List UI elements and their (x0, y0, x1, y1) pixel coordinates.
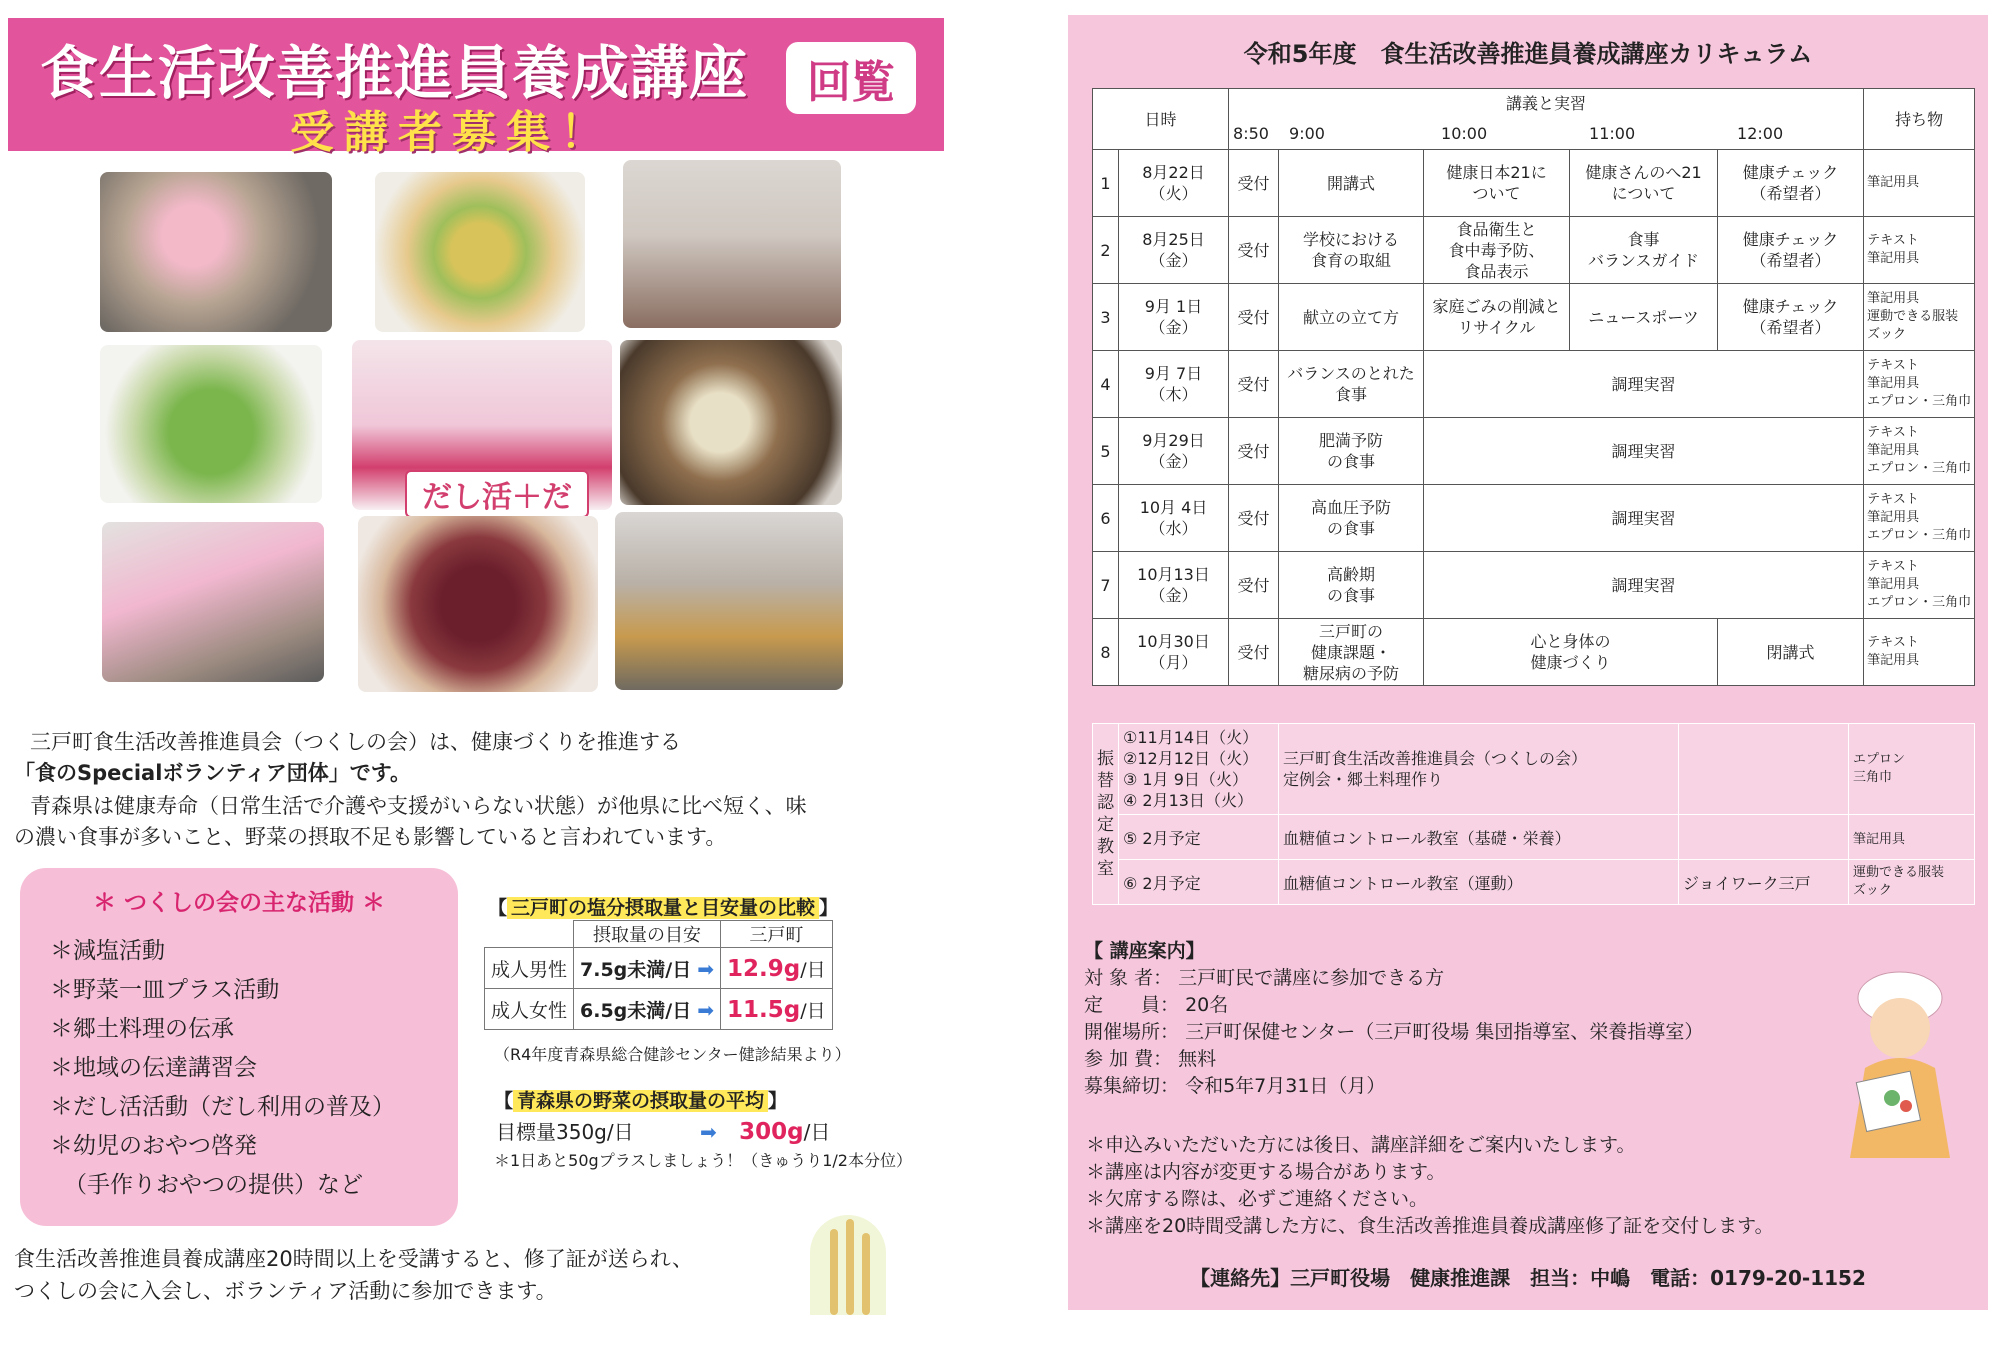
head-date: 日時 (1093, 89, 1229, 150)
unit: /日 (803, 1120, 831, 1144)
session-no: 5 (1093, 418, 1119, 485)
table-row (485, 989, 833, 1030)
info-title: 【 講座案内】 (1084, 940, 1205, 962)
session-date: 8月22日 （火） (1119, 150, 1229, 217)
head-items: 持ち物 (1864, 89, 1975, 150)
lecture: 開講式 (1279, 150, 1424, 217)
table-row (1093, 485, 1975, 552)
alt-extra (1679, 724, 1849, 815)
time-tick: 12:00 (1737, 124, 1784, 143)
row-label: 成人男性 (485, 948, 574, 989)
alt-extra: ジョイワーク三戸 (1679, 860, 1849, 905)
lecture: 高齢期 の食事 (1279, 552, 1424, 619)
info-row: 開催場所： 三戸町保健センター（三戸町役場 集団指導室、栄養指導室） (1084, 1021, 1704, 1043)
tsukushi-stem-icon (862, 1233, 870, 1315)
salt-table (484, 920, 833, 1030)
time-tick: 10:00 (1441, 124, 1488, 143)
activity-item: （手作りおやつの提供）など (64, 1172, 363, 1198)
session-no: 7 (1093, 552, 1119, 619)
session-date: 8月25日 （金） (1119, 217, 1229, 284)
items: テキスト 筆記用具 エプロン・三角巾 (1864, 418, 1975, 485)
bracket: 【 (494, 1090, 514, 1112)
alt-date: ①11月14日（火） ②12月12日（火） ③ 1月 9日（火） ④ 2月13日（火） (1119, 724, 1279, 815)
alt-items: 筆記用具 (1849, 815, 1975, 860)
time-tick: 11:00 (1589, 124, 1636, 143)
reception: 受付 (1229, 150, 1279, 217)
closing-ceremony: 閉講式 (1718, 619, 1864, 686)
town-value: 12.9g (727, 955, 801, 982)
items: テキスト 筆記用具 (1864, 619, 1975, 686)
items: 筆記用具 運動できる服装 ズック (1864, 284, 1975, 351)
reception: 受付 (1229, 351, 1279, 418)
curriculum-title: 令和5年度 食生活改善推進員養成講座カリキュラム (1243, 40, 1813, 68)
photo-dashi-banner-text: だし活＋だ (405, 470, 589, 518)
session-date: 10月13日 （金） (1119, 552, 1229, 619)
tsukushi-stem-icon (830, 1229, 838, 1315)
table-row (1093, 815, 1975, 860)
photo-cooking-practice (102, 522, 324, 682)
town-value: 11.5g (727, 996, 801, 1023)
col-town: 三戸町 (721, 921, 833, 948)
photo-cooking-class (100, 172, 332, 332)
lecture: バランスのとれた 食事 (1279, 351, 1424, 418)
lecture: 三戸町の 健康課題・ 糖尿病の予防 (1279, 619, 1424, 686)
session-date: 9月29日 （金） (1119, 418, 1229, 485)
lecture: 健康さんのへ21 について (1570, 150, 1718, 217)
banner-title: 食生活改善推進員養成講座 (40, 39, 749, 107)
reception: 受付 (1229, 552, 1279, 619)
info-row: 対 象 者： 三戸町民で講座に参加できる方 (1084, 967, 1445, 989)
note-line: ＊申込みいただいた方には後日、講座詳細をご案内いたします。 (1086, 1134, 1636, 1156)
lecture: ニュースポーツ (1570, 284, 1718, 351)
alt-desc: 血糖値コントロール教室（基礎・栄養） (1279, 815, 1679, 860)
alt-extra (1679, 815, 1849, 860)
alt-desc: 血糖値コントロール教室（運動） (1279, 860, 1679, 905)
session-no: 2 (1093, 217, 1119, 284)
table-row (485, 948, 833, 989)
cook-lady-icon (1820, 958, 1970, 1158)
unit: /日 (800, 999, 826, 1022)
info-row: 募集締切： 令和5年7月31日（月） (1084, 1075, 1386, 1097)
session-no: 4 (1093, 351, 1119, 418)
veg-title-text: 青森県の野菜の摂取量の平均 (513, 1090, 768, 1112)
activity-item: ＊郷土料理の伝承 (50, 1016, 234, 1042)
cooking-practice: 調理実習 (1424, 485, 1864, 552)
lecture: 献立の立て方 (1279, 284, 1424, 351)
guide-value: 6.5g未満/日 (580, 999, 692, 1022)
info-row: 定 員： 20名 (1084, 994, 1229, 1016)
alt-desc: 三戸町食生活改善推進員会（つくしの会） 定例会・郷土料理作り (1279, 724, 1679, 815)
session-date: 9月 7日 （木） (1119, 351, 1229, 418)
table-row (1093, 418, 1975, 485)
photo-event-booth (623, 160, 841, 328)
kairan-badge: 回覧 (786, 42, 916, 114)
footer-line-2: つくしの会に入会し、ボランティア活動に参加できます。 (14, 1279, 557, 1303)
photo-vegetable-soup (100, 345, 322, 503)
veg-target: 目標量350g/日 (496, 1120, 634, 1144)
session-no: 8 (1093, 619, 1119, 686)
col-guideline: 摂取量の目安 (574, 921, 721, 948)
activities-box (20, 868, 458, 1226)
lecture: 健康チェック （希望者） (1718, 284, 1864, 351)
lecture: 家庭ごみの削減と リサイクル (1424, 284, 1570, 351)
table-row (1093, 351, 1975, 418)
reception: 受付 (1229, 284, 1279, 351)
alt-items: 運動できる服装 ズック (1849, 860, 1975, 905)
lecture: 健康日本21に ついて (1424, 150, 1570, 217)
items: テキスト 筆記用具 エプロン・三角巾 (1864, 485, 1975, 552)
cooking-practice: 調理実習 (1424, 351, 1864, 418)
lecture: 学校における 食育の取組 (1279, 217, 1424, 284)
note-line: ＊講座は内容が変更する場合があります。 (1086, 1161, 1446, 1183)
note-line: ＊講座を20時間受講した方に、食生活改善推進員養成講座修了証を交付します。 (1086, 1215, 1774, 1237)
salt-title-text: 三戸町の塩分摂取量と目安量の比較 (507, 897, 819, 919)
bracket: 】 (768, 1090, 788, 1112)
intro-line-4: の濃い食事が多いこと、野菜の摂取不足も影響していると言われています。 (14, 825, 727, 849)
lecture: 健康チェック （希望者） (1718, 150, 1864, 217)
unit: /日 (800, 958, 826, 981)
cooking-practice: 調理実習 (1424, 552, 1864, 619)
session-no: 3 (1093, 284, 1119, 351)
veg-note: ＊1日あと50gプラスしましょう！（きゅうり1/2本分位） (494, 1151, 912, 1170)
lecture: 肥満予防 の食事 (1279, 418, 1424, 485)
activities-title: ＊ つくしの会の主な活動 ＊ (92, 890, 385, 916)
veg-actual: 300g (739, 1119, 804, 1145)
veg-row (496, 1116, 830, 1145)
tsukushi-illustration (810, 1215, 886, 1315)
reception: 受付 (1229, 619, 1279, 686)
alt-date: ⑤ 2月予定 (1119, 815, 1279, 860)
table-row (1093, 619, 1975, 686)
footer-line-1: 食生活改善推進員養成講座20時間以上を受講すると、修了証が送られ、 (14, 1247, 693, 1271)
session-date: 10月30日 （月） (1119, 619, 1229, 686)
reception: 受付 (1229, 485, 1279, 552)
salt-title (488, 893, 838, 920)
salt-source: （R4年度青森県総合健診センター健診結果より） (494, 1045, 851, 1064)
veg-title (494, 1086, 787, 1113)
alt-items: エプロン 三角巾 (1849, 724, 1975, 815)
activity-item: ＊だし活活動（だし利用の普及） (50, 1094, 395, 1120)
activity-item: ＊野菜一皿プラス活動 (50, 977, 280, 1003)
info-row: 参 加 費： 無料 (1084, 1048, 1217, 1070)
bracket: 【 (488, 897, 508, 919)
session-date: 10月 4日 （水） (1119, 485, 1229, 552)
table-row (1093, 217, 1975, 284)
curriculum-table (1092, 88, 1975, 686)
time-tick: 9:00 (1289, 124, 1325, 143)
intro-line-3: 青森県は健康寿命（日常生活で介護や支援がいらない状態）が他県に比べ短く、味 (30, 794, 807, 818)
bracket: 】 (819, 897, 839, 919)
lecture: 食事 バランスガイド (1570, 217, 1718, 284)
photo-sushi-rolls (375, 172, 585, 332)
photo-pot-stirring (615, 512, 843, 690)
table-row (1093, 150, 1975, 217)
intro-line-2: 「食のSpecialボランティア団体」です。 (14, 761, 412, 785)
cooking-practice: 調理実習 (1424, 418, 1864, 485)
head-lecture (1229, 89, 1864, 150)
lecture: 高血圧予防 の食事 (1279, 485, 1424, 552)
items: テキスト 筆記用具 エプロン・三角巾 (1864, 351, 1975, 418)
note-line: ＊欠席する際は、必ずご連絡ください。 (1086, 1188, 1429, 1210)
lecture: 健康チェック （希望者） (1718, 217, 1864, 284)
lecture: 食品衛生と 食中毒予防、 食品表示 (1424, 217, 1570, 284)
intro-line-1: 三戸町食生活改善推進員会（つくしの会）は、健康づくりを推進する (30, 730, 681, 754)
arrow-right-icon: ➡ (697, 997, 715, 1022)
photo-hotpot (620, 340, 842, 505)
items: 筆記用具 (1864, 150, 1975, 217)
activity-item: ＊減塩活動 (50, 938, 165, 964)
session-date: 9月 1日 （金） (1119, 284, 1229, 351)
items: テキスト 筆記用具 エプロン・三角巾 (1864, 552, 1975, 619)
row-label: 成人女性 (485, 989, 574, 1030)
reception: 受付 (1229, 418, 1279, 485)
session-no: 6 (1093, 485, 1119, 552)
items: テキスト 筆記用具 (1864, 217, 1975, 284)
tsukushi-stem-icon (846, 1219, 854, 1315)
alt-label: 振替認定教室 (1093, 724, 1119, 905)
contact-info: 【連絡先】三戸町役場 健康推進課 担当：中嶋 電話：0179-20-1152 (1190, 1266, 1866, 1290)
session-no: 1 (1093, 150, 1119, 217)
activity-item: ＊地域の伝達講習会 (50, 1055, 257, 1081)
guide-value: 7.5g未満/日 (580, 958, 692, 981)
table-row (1093, 724, 1975, 815)
activity-item: ＊幼児のおやつ啓発 (50, 1133, 257, 1159)
alt-classes-table (1092, 723, 1975, 905)
arrow-right-icon: ➡ (699, 1120, 717, 1144)
table-row (1093, 284, 1975, 351)
lecture: 心と身体の 健康づくり (1424, 619, 1718, 686)
alt-date: ⑥ 2月予定 (1119, 860, 1279, 905)
table-row (1093, 552, 1975, 619)
reception: 受付 (1229, 217, 1279, 284)
time-tick: 8:50 (1233, 124, 1269, 143)
photo-sweet-dumplings (358, 516, 598, 692)
table-row (1093, 860, 1975, 905)
arrow-right-icon: ➡ (697, 956, 715, 981)
cook-lady-illustration (1820, 958, 1970, 1158)
banner-subtitle: 受講者募集！ (290, 107, 614, 158)
head-lecture-label: 講義と実習 (1506, 94, 1587, 113)
